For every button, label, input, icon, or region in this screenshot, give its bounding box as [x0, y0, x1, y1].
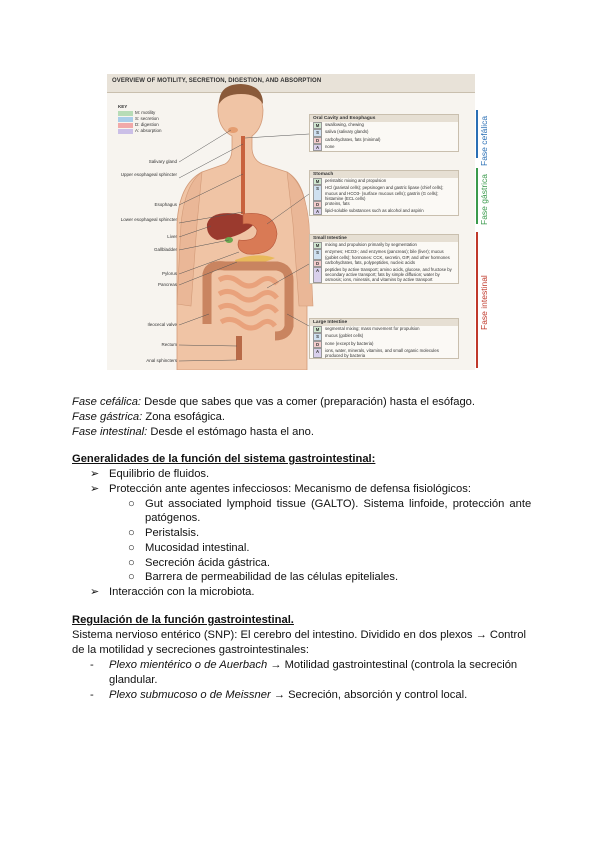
box-text: swallowing, chewing [325, 122, 364, 128]
tag-absorption: A [313, 267, 322, 283]
callout-anal-sphincters: Anal sphincters [146, 358, 177, 363]
box-row [310, 185, 458, 201]
section1-subitem: Gut associated lymphoid tissue (GALTO). Sistema linfoide, protección ante [145, 498, 532, 510]
box-text: HCl (parietal cells); pepsinogen and gastric lipase (chief cells); mucus and HCO3- (surface mucous cells); gastrin (G cells); histamine (ECL cells) [325, 185, 444, 201]
phase-intestinal-line [72, 425, 314, 440]
box-row [310, 260, 458, 267]
box-title: Large Intestine [310, 319, 458, 326]
circle-bullet: ○ [128, 557, 135, 569]
box-title: Oral Cavity and Esophagus [310, 115, 458, 122]
callout-ileocecal-valve: Ileocecal valve [147, 322, 177, 327]
box-text: peptides by active transport; amino acids, glucose, and fructose by secondary active transport; fats by simple diffusion; water by osmosis; ions, minerals, and vitamins by active transport [325, 267, 452, 283]
box-row [310, 129, 458, 136]
box-row [310, 122, 458, 129]
tag-motility: M [313, 178, 322, 185]
phase-gastrica-label: Fase gástrica: [72, 411, 143, 423]
tag-secretion: S [313, 129, 322, 136]
box-title: Stomach [310, 171, 458, 178]
key-label: D: digestion [135, 122, 159, 127]
callout-pancreas: Pancreas [157, 282, 177, 287]
section1-subitem: Barrera de permeabilidad de las células epiteliales. [145, 571, 399, 583]
callout-lower-esophageal-sphincter: Lower esophageal sphincter [120, 217, 177, 222]
tag-secretion: S [313, 185, 322, 201]
section1-subitem-cont: patógenos. [145, 512, 201, 524]
plexo-mienterico-line [109, 658, 517, 673]
box-row [310, 208, 458, 215]
phase-cefalica-line [72, 395, 475, 410]
box-row [310, 267, 458, 283]
plexo-submucoso-label: Plexo submucoso o de Meissner [109, 689, 271, 701]
box-row [310, 137, 458, 144]
tag-digestion: D [313, 260, 322, 267]
tag-secretion: S [313, 249, 322, 259]
tag-digestion: D [313, 341, 322, 348]
box-text: ions, water, minerals, vitamins, and small organic molecules produced by bacteria [325, 347, 439, 359]
callout-rectum: Rectum [161, 342, 177, 347]
box-row [310, 348, 458, 358]
box-text: lipid-soluble substances such as alcohol and aspirin [325, 208, 424, 214]
phase-cefalica-text: Desde que sabes que vas a comer (preparación) hasta el esófago. [141, 396, 475, 408]
phase-gastrica-line [72, 410, 225, 425]
box-row [310, 201, 458, 208]
plexo-mienterico-label: Plexo mientérico o de Auerbach [109, 659, 268, 671]
phase-gastrica-text: Zona esofágica. [142, 411, 225, 423]
digestive-overview-figure [107, 74, 475, 370]
arrow-bullet: ➢ [90, 586, 100, 598]
section1-item: Protección ante agentes infecciosos: Mecanismo de defensa fisiológicos: [109, 483, 471, 495]
circle-bullet: ○ [128, 571, 135, 583]
box-text: saliva (salivary glands) [325, 129, 369, 135]
box-stomach [309, 170, 459, 216]
phase-line-cefalica [476, 110, 478, 158]
section2-intro-cont: de la motilidad y secreciones gastrointestinales: [72, 644, 309, 656]
tag-absorption: A [313, 208, 322, 215]
arrow-bullet: ➢ [90, 468, 100, 480]
callout-liver: Liver [167, 234, 177, 239]
tag-absorption: A [313, 348, 322, 358]
tag-motility: M [313, 242, 322, 249]
circle-bullet: ○ [128, 527, 135, 539]
tag-digestion: D [313, 137, 322, 144]
phase-label-intestinal: Fase intestinal [479, 275, 489, 330]
box-title: Small Intestine [310, 235, 458, 242]
key-title: KEY [118, 104, 128, 109]
callout-gallbladder: Gallbladder [153, 247, 177, 252]
callout-pylorus: Pylorus [161, 271, 177, 276]
box-oral-cavity-esophagus [309, 114, 459, 152]
plexo-mienterico-cont: glandular. [109, 674, 158, 686]
box-row [310, 341, 458, 348]
section1-item: Equilibrio de fluidos. [109, 468, 210, 480]
box-large-intestine [309, 318, 459, 359]
box-text: mucus (goblet cells) [325, 333, 364, 339]
box-text: proteins, fats [325, 201, 350, 207]
box-row [310, 326, 458, 333]
section1-subitem: Mucosidad intestinal. [145, 542, 250, 554]
box-text: carbohydrates, fats, polypeptides, nucleic acids [325, 259, 416, 265]
callout-upper-esophageal-sphincter: Upper esophageal sphincter [120, 172, 177, 177]
circle-bullet: ○ [128, 542, 135, 554]
arrow-bullet: ➢ [90, 483, 100, 495]
phase-line-intestinal [476, 232, 478, 368]
phase-intestinal-text: Desde el estómago hasta el ano. [147, 426, 314, 438]
dash-bullet: - [90, 659, 94, 671]
callout-salivary-gland: Salivary gland [148, 159, 177, 164]
section1-subitem: Secreción ácida gástrica. [145, 557, 270, 569]
box-row [310, 242, 458, 249]
box-row [310, 249, 458, 259]
box-small-intestine [309, 234, 459, 284]
box-row [310, 144, 458, 151]
key-label: A: absorption [135, 128, 162, 133]
tag-digestion: D [313, 201, 322, 208]
section2-heading: Regulación de la función gastrointestinal. [72, 614, 294, 626]
box-text: carbohydrates, fats (minimal) [325, 136, 381, 142]
phase-label-gastrica: Fase gástrica [479, 173, 489, 225]
plexo-submucoso-line [109, 688, 467, 703]
dash-bullet: - [90, 689, 94, 701]
section1-item: Interacción con la microbiota. [109, 586, 255, 598]
tag-motility: M [313, 122, 322, 129]
tag-absorption: A [313, 144, 322, 151]
box-text: mixing and propulsion primarily by segmentation [325, 242, 417, 248]
key-label: M: motility [135, 110, 156, 115]
circle-bullet: ○ [128, 498, 135, 510]
box-text: segmental mixing; mass movement for propulsion [325, 326, 420, 332]
box-text: enzymes; HCO3-; and enzymes (pancreas); bile (liver); mucus (goblet cells); hormones: CCK, secretin, GIP, and other hormones [325, 249, 450, 260]
box-text: peristaltic mixing and propulsion [325, 178, 387, 184]
box-row [310, 333, 458, 340]
figure-title: OVERVIEW OF MOTILITY, SECRETION, DIGESTION, AND ABSORPTION [112, 78, 322, 84]
section1-heading: Generalidades de la función del sistema gastrointestinal: [72, 453, 376, 465]
plexo-mienterico-text: → Motilidad gastrointestinal (controla la secreción [267, 659, 518, 671]
key-label: S: secretion [135, 116, 159, 121]
tag-motility: M [313, 326, 322, 333]
plexo-submucoso-text: → Secreción, absorción y control local. [270, 689, 468, 701]
phase-cefalica-label: Fase cefálica: [72, 396, 142, 408]
box-row [310, 178, 458, 185]
phase-intestinal-label: Fase intestinal: [72, 426, 148, 438]
section1-subitem: Peristalsis. [145, 527, 200, 539]
box-text: none (except by bacteria) [325, 340, 374, 346]
phase-line-gastrica [476, 168, 478, 224]
callout-esophagus: Esophagus [154, 202, 177, 207]
box-text: none [325, 143, 335, 149]
phase-label-cefalica: Fase cefálica [479, 115, 489, 166]
tag-secretion: S [313, 333, 322, 340]
section2-intro: Sistema nervioso entérico (SNP): El cerebro del intestino. Dividido en dos plexos → Control [72, 629, 526, 641]
